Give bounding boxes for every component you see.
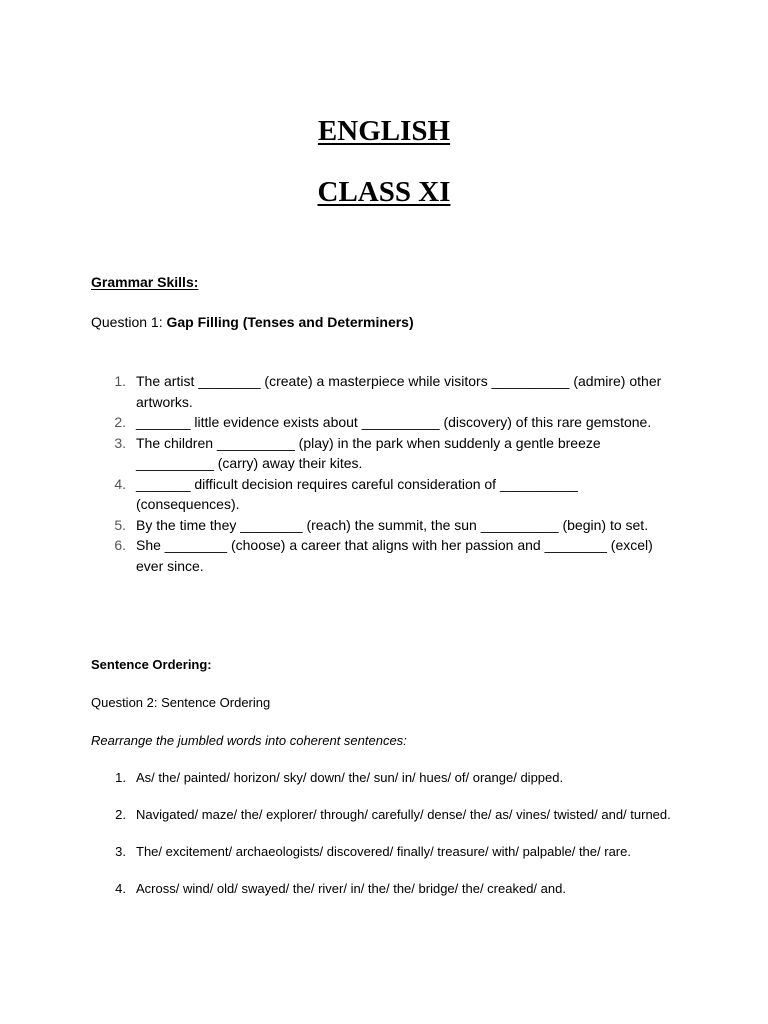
question-2: Question 2: Sentence Ordering [91,695,271,710]
grammar-skills-heading: Grammar Skills: [91,274,199,290]
item-text: By the time they ________ (reach) the summit, the sun __________ (begin) to set. [136,516,649,533]
item-number: 1. [114,373,126,389]
sentence-ordering-heading: Sentence Ordering: [91,657,212,672]
list-item [91,805,671,824]
item-text: The artist ________ (create) a masterpiece while visitors __________ (admire) other artworks. [136,373,662,410]
question-1-title: Gap Filling (Tenses and Determiners) [166,314,414,330]
item-number: 3. [114,434,126,451]
item-text: Across/ wind/ old/ swayed/ the/ river/ in/ the/ the/ bridge/ the/ creaked/ and. [136,881,566,896]
sentence-ordering-list [91,768,671,916]
list-item [91,515,671,536]
item-text: She ________ (choose) a career that aligns with her passion and ________ (excel) ever since. [136,537,653,574]
item-number: 5. [114,516,126,533]
item-number: 6. [114,537,126,553]
question-1 [91,312,414,332]
item-text: As/ the/ painted/ horizon/ sky/ down/ the/ sun/ in/ hues/ of/ orange/ dipped. [136,770,564,785]
item-number: 2. [115,807,126,822]
list-item [91,412,671,433]
item-text: _______ little evidence exists about __________ (discovery) of this rare gemstone. [136,414,652,430]
list-item [91,474,671,515]
item-text: Navigated/ maze/ the/ explorer/ through/ carefully/ dense/ the/ as/ vines/ twisted/ and/ turned. [136,807,671,822]
list-item [91,768,671,787]
list-item [91,371,671,412]
question-1-prefix: Question 1: [91,314,167,330]
gap-filling-list [91,371,671,576]
page-title: ENGLISH [317,115,451,147]
item-text: _______ difficult decision requires careful consideration of __________ (consequences). [136,475,578,512]
item-number: 1. [115,770,126,785]
item-text: The children __________ (play) in the park when suddenly a gentle breeze __________ (carry) away their kites. [136,434,601,471]
item-number: 4. [115,881,126,896]
class-title: CLASS XI [317,176,451,208]
list-item [91,535,671,576]
item-number: 3. [115,844,126,859]
list-item [91,842,671,861]
item-number: 4. [114,475,126,492]
item-number: 2. [114,414,126,430]
item-text: The/ excitement/ archaeologists/ discovered/ finally/ treasure/ with/ palpable/ the/ rare. [136,844,631,859]
list-item [91,433,671,474]
instruction-text: Rearrange the jumbled words into coherent sentences: [91,733,407,748]
list-item [91,879,671,898]
